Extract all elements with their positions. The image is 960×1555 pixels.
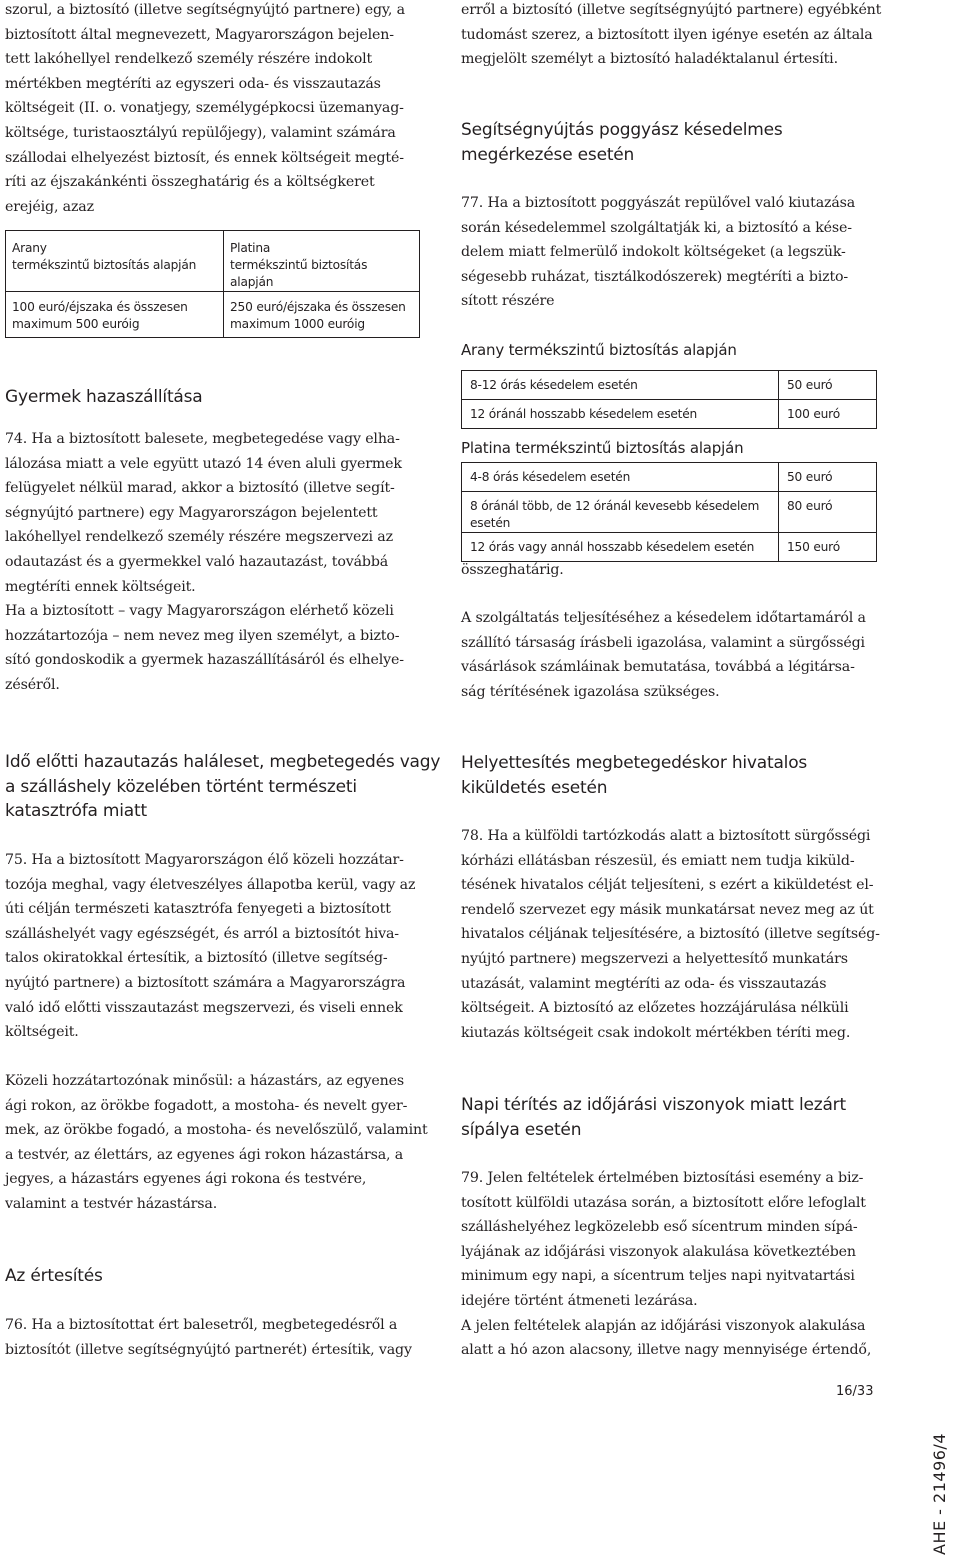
intro-paragraph — [5, 0, 430, 219]
text-line: 76. Ha a biztosítottat ért balesetről, megbetegedésről a — [5, 1317, 398, 1333]
text-line: A szolgáltatás teljesítéséhez a késedelem időtartamáról a — [461, 610, 866, 626]
section-76-continuation — [461, 0, 891, 72]
text-line: biztosított által megnevezett, Magyarországon bejelen- — [5, 26, 394, 43]
text-line: tosított külföldi utazása során, a biztosított előre lefoglalt — [461, 1194, 866, 1211]
text-line: mek, az örökbe fogadó, a mostoha- és nevelőszülő, valamint — [5, 1122, 428, 1139]
text-line: minimum egy napi, a sícentrum teljes napi nyitvatartási — [461, 1268, 855, 1285]
heading-line: kiküldetés esetén — [461, 777, 608, 798]
text-line: ríti az éjszakánkénti összeghatárig és a költségkeret — [5, 174, 375, 191]
delay-label-cell: 12 óránál hosszabb késedelem esetén — [462, 400, 779, 429]
text-line: hivatalos céljának teljesítésére, a biztosító (illetve segítség- — [461, 926, 880, 943]
text-line: mértékben megtéríti az egyszeri oda- és visszautazás — [5, 75, 381, 92]
text-line: ság térítésének igazolása szükséges. — [461, 683, 720, 700]
platina-label: Platina termékszintű biztosítás alapján — [461, 439, 744, 457]
text-line: szálláshelyéhez legközelebb eső sícentrum minden sípá- — [461, 1219, 858, 1236]
text-line: tésének hivatalos célját teljesíteni, s ezért a kiküldetést el- — [461, 877, 874, 894]
heading-line: a szálláshely közelében történt természeti — [5, 776, 357, 797]
arany-delay-table — [461, 370, 877, 429]
section-75-paragraph — [5, 848, 430, 1045]
page-number: 16/33 — [836, 1384, 874, 1399]
kozeli-hozzatartozo-paragraph — [5, 1069, 430, 1217]
text-line: szorul, a biztosító (illetve segítségnyújtó partnere) egy, a — [5, 2, 405, 18]
platina-delay-table — [461, 462, 877, 562]
text-line: sító gondoskodik a gyermek hazaszállításáról és elhelye- — [5, 652, 404, 669]
heading-line: Napi térítés az időjárási viszonyok miatt lezárt — [461, 1095, 846, 1115]
text-line: kiutazás költségeit csak indokolt mértékben téríti meg. — [461, 1024, 851, 1041]
text-line: biztosítót (illetve segítségnyújtó partnerét) értesítik, vagy — [5, 1341, 412, 1358]
delay-value-cell: 150 euró — [779, 533, 877, 562]
arany-value-line1: 100 euró/éjszaka és összesen — [12, 300, 188, 314]
text-line: szállodai elhelyezést biztosít, és ennek költségeit megté- — [5, 149, 404, 166]
delay-row — [462, 463, 877, 492]
arany-header-title: Arany — [12, 241, 47, 255]
text-line: szálláshelyét vagy egészségét, és arról a biztosítót hiva- — [5, 925, 399, 942]
delay-label-cell: 8-12 órás késedelem esetén — [462, 371, 779, 400]
heading-line: megérkezése esetén — [461, 144, 635, 165]
platina-value-line1: 250 euró/éjszaka és összesen — [230, 300, 406, 314]
text-line: 79. Jelen feltételek értelmében biztosítási esemény a biz- — [461, 1170, 864, 1186]
text-line: jegyes, a házastárs egyenes ági rokona és testvére, — [5, 1171, 367, 1188]
text-line: rendelő szervezet egy másik munkatársat nevez meg az út — [461, 901, 874, 918]
hotel-limit-table — [5, 230, 420, 338]
text-line: nyújtó partnere) a biztosított számára a Magyarországra — [5, 974, 406, 991]
delay-value-cell: 100 euró — [779, 400, 877, 429]
heading-line: sípálya esetén — [461, 1119, 582, 1140]
arany-header-cell — [6, 231, 224, 292]
section-79-paragraph — [461, 1166, 891, 1363]
text-line: során késedelemmel szolgáltatják ki, a biztosító a kése- — [461, 219, 852, 236]
text-line: költségeit. — [5, 1024, 79, 1041]
arany-header-sub: termékszintű biztosítás alapján — [12, 258, 197, 272]
text-line: való idő előtti visszautazást megszervezi, és viseli ennek — [5, 999, 403, 1016]
heading-line: Idő előtti hazautazás haláleset, megbetegedés vagy — [5, 752, 441, 772]
delay-row — [462, 371, 877, 400]
text-line: Közeli hozzátartozónak minősül: a házastárs, az egyenes — [5, 1073, 405, 1089]
text-line: delem miatt felmerülő indokolt költségeket (a legszük- — [461, 244, 846, 261]
platina-header-title: Platina — [230, 241, 271, 255]
delay-label-cell: 8 óránál több, de 12 óránál kevesebb késedelem esetén — [462, 492, 779, 533]
delay-row — [462, 492, 877, 533]
text-line: erejéig, azaz — [5, 198, 94, 215]
heading-line: Segítségnyújtás poggyász késedelmes — [461, 120, 783, 140]
osszeghatar-text: összeghatárig. — [461, 562, 564, 578]
text-line: hozzátartozója – nem nevez meg ilyen személyt, a bizto- — [5, 627, 400, 644]
text-line: szállító társaság írásbeli igazolása, valamint a sürgősségi — [461, 634, 865, 651]
arany-value-cell — [6, 292, 224, 338]
text-line: idejére történt átmeneti lezárása. — [461, 1292, 698, 1309]
text-line: költsége, turistaosztályú repülőjegy), valamint számára — [5, 124, 396, 141]
section-75-heading — [5, 750, 445, 824]
text-line: zéséről. — [5, 676, 60, 693]
section-77-paragraph — [461, 191, 891, 314]
platina-header-sub: termékszintű biztosítás alapján — [230, 258, 368, 289]
text-line: tozója meghal, vagy életveszélyes állapotba kerül, vagy az — [5, 876, 416, 893]
text-line: költségeit (II. o. vonatjegy, személygépkocsi üzemanyag- — [5, 100, 404, 117]
text-line: 74. Ha a biztosított balesete, megbetegedése vagy elha- — [5, 431, 400, 447]
arany-value-line2: maximum 500 euróig — [12, 317, 140, 331]
section-76-heading: Az értesítés — [5, 1266, 103, 1286]
szolgaltatas-paragraph — [461, 606, 891, 704]
text-line: lyájának az időjárási viszonyok alakulása következtében — [461, 1243, 856, 1260]
platina-header-cell — [224, 231, 420, 292]
text-line: a testvér, az élettárs, az egyenes ági rokon házastársa, a — [5, 1146, 404, 1163]
arany-label: Arany termékszintű biztosítás alapján — [461, 341, 737, 359]
text-line: lálozása miatt a vele együtt utazó 14 éven aluli gyermek — [5, 455, 402, 472]
text-line: költségeit. A biztosító az előzetes hozzájárulása nélküli — [461, 1000, 849, 1017]
text-line: felügyelet nélkül marad, akkor a biztosító (illetve segít- — [5, 480, 395, 497]
section-77-heading — [461, 118, 891, 167]
text-line: ági rokon, az örökbe fogadott, a mostoha- és nevelt gyer- — [5, 1097, 408, 1114]
text-line: utazását, valamint megtéríti az oda- és visszautazás — [461, 975, 827, 992]
text-line: kórházi ellátásban részesül, és emiatt nem tudja kiküld- — [461, 852, 855, 869]
text-line: valamint a testvér házastársa. — [5, 1195, 218, 1212]
heading-line: Helyettesítés megbetegedéskor hivatalos — [461, 753, 808, 773]
delay-row — [462, 400, 877, 429]
section-78-heading — [461, 751, 891, 800]
text-line: talos okiratokkal értesítik, a biztosító (illetve segítség- — [5, 950, 388, 967]
delay-value-cell: 50 euró — [779, 371, 877, 400]
document-code: AHE - 21496/4 — [930, 1433, 949, 1555]
delay-label-cell: 12 órás vagy annál hosszabb késedelem esetén — [462, 533, 779, 562]
text-line: tudomást szerez, a biztosított ilyen igénye esetén az általa — [461, 26, 873, 43]
heading-line: katasztrófa miatt — [5, 801, 147, 822]
text-line: 78. Ha a külföldi tartózkodás alatt a biztosított sürgősségi — [461, 828, 871, 844]
delay-value-cell: 50 euró — [779, 463, 877, 492]
text-line: lakóhellyel rendelkező személy részére megszervezi az — [5, 529, 393, 546]
delay-value-cell: 80 euró — [779, 492, 877, 533]
platina-value-cell — [224, 292, 420, 338]
delay-label-cell: 4-8 órás késedelem esetén — [462, 463, 779, 492]
text-line: A jelen feltételek alapján az időjárási viszonyok alakulása — [461, 1317, 866, 1334]
text-line: tett lakóhellyel rendelkező személy részére indokolt — [5, 51, 373, 68]
text-line: ségnyújtó partnere) egy Magyarországon bejelentett — [5, 504, 378, 521]
text-line: úti célján természeti katasztrófa fenyegeti a biztosított — [5, 901, 391, 918]
section-78-paragraph — [461, 824, 891, 1045]
text-line: odautazást és a gyermekkel való hazautazást, továbbá — [5, 553, 389, 570]
text-line: vásárlások számláinak bemutatása, továbbá a légitársa- — [461, 659, 855, 676]
text-line: alatt a hó azon alacsony, illetve nagy mennyisége értendő, — [461, 1342, 872, 1359]
text-line: 75. Ha a biztosított Magyarországon élő közeli hozzátar- — [5, 852, 404, 868]
text-line: erről a biztosító (illetve segítségnyújtó partnere) egyébként — [461, 2, 882, 18]
section-79-heading — [461, 1093, 891, 1142]
text-line: megtéríti ennek költségeit. — [5, 578, 196, 595]
text-line: 77. Ha a biztosított poggyászát repülővel való kiutazása — [461, 195, 856, 211]
section-76-paragraph — [5, 1313, 430, 1362]
platina-value-line2: maximum 1000 euróig — [230, 317, 365, 331]
text-line: nyújtó partnere) megszervezi a helyettesítő munkatárs — [461, 950, 848, 967]
text-line: sított részére — [461, 293, 555, 310]
text-line: ségesebb ruházat, tisztálkodószerek) megtéríti a bizto- — [461, 268, 849, 285]
text-line: megjelölt személyt a biztosító haladéktalanul értesíti. — [461, 51, 838, 68]
text-line: Ha a biztosított – vagy Magyarországon elérhető közeli — [5, 603, 394, 620]
section-74-heading: Gyermek hazaszállítása — [5, 387, 203, 407]
section-74-paragraph — [5, 427, 430, 698]
